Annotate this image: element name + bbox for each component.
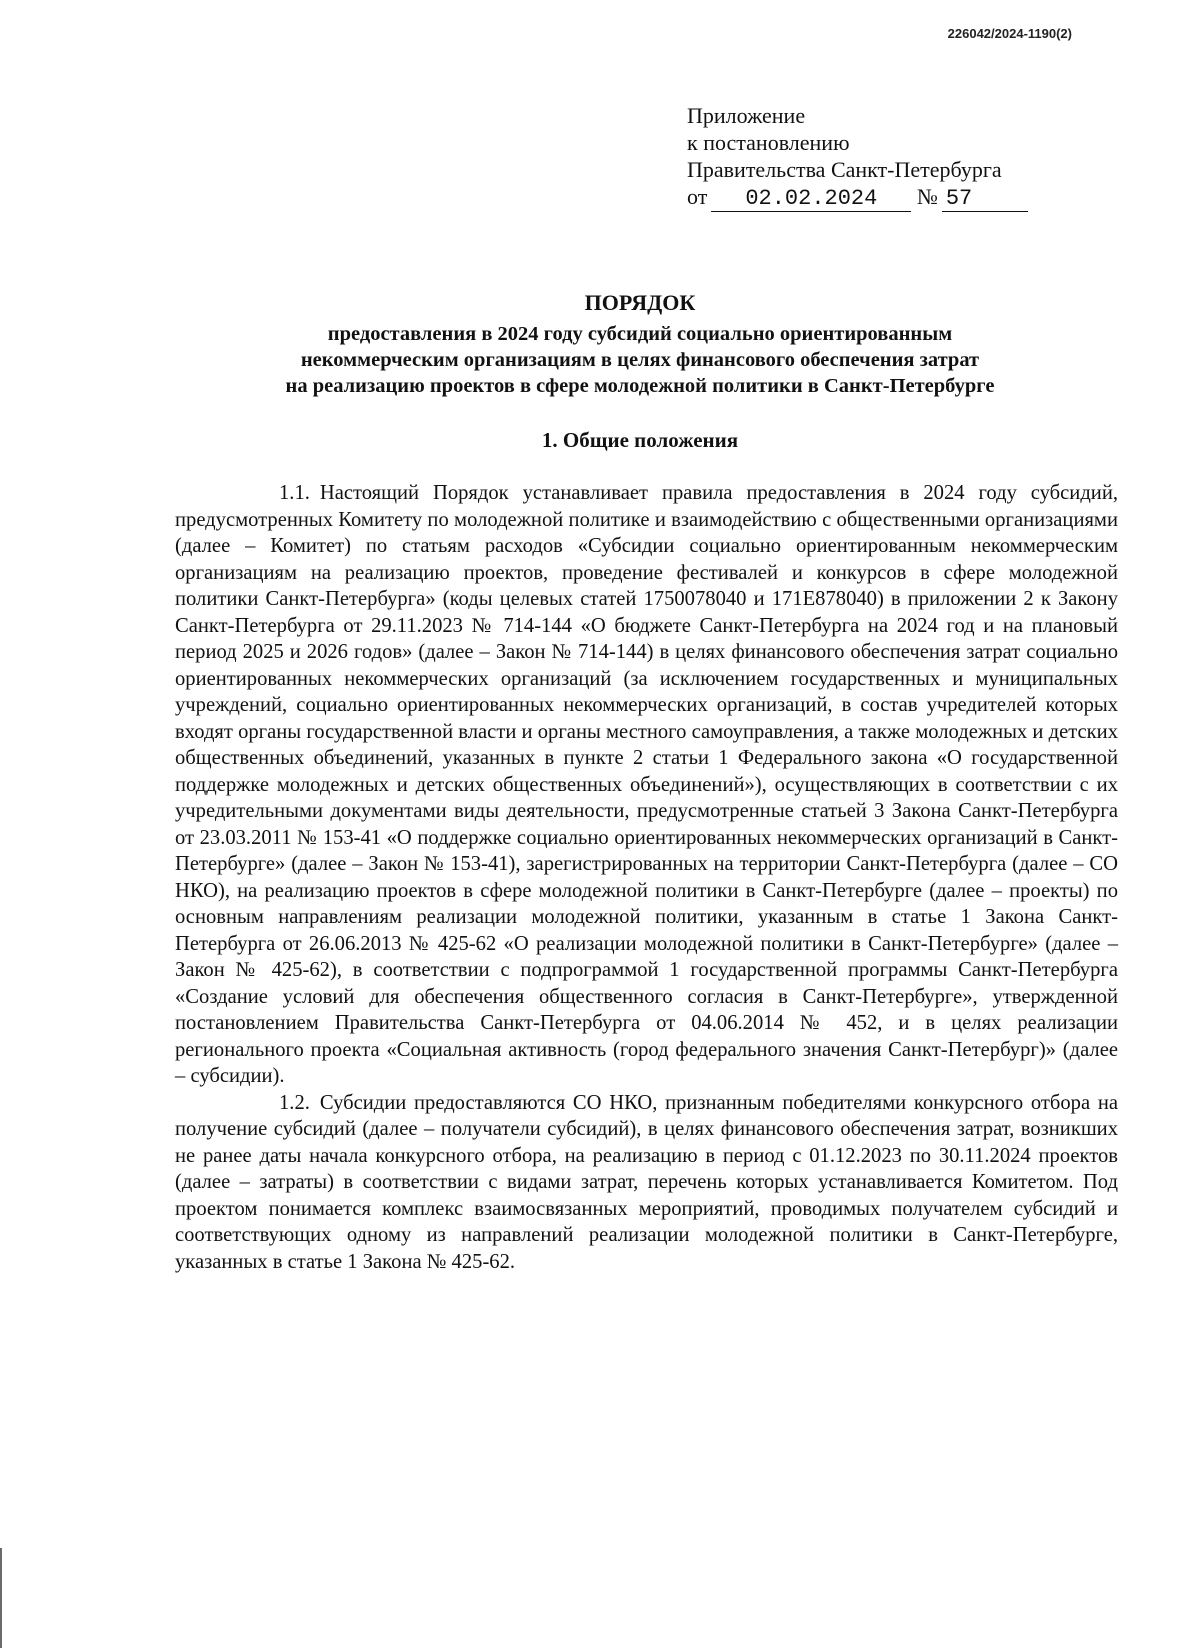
subtitle-line-1: предоставления в 2024 году субсидий социально ориентированным bbox=[327, 323, 953, 345]
section-heading: 1. Общие положения bbox=[541, 428, 739, 452]
paragraph-text: Настоящий Порядок устанавливает правила предоставления в 2024 году субсидий, предусмотренных Комитету по молодежной политике и взаимодействию с общественными организациями (далее – Комитет) по статьям расходов «Субсидии социально ориентированным некоммерческим организациям на реализацию проектов, проведение фестивалей и конкурсов в сфере молодежной политики Санкт-Петербурга» (коды целевых статей 1750078040 и 171Е878040) в приложении 2 к Закону Санкт-Петербурга от 29.11.2023 № 714-144 «О бюджете Санкт-Петербурга на 2024 год и на плановый период 2025 и 2026 годов» (далее – Закон № 714-144) в целях финансового обеспечения затрат социально ориентированных некоммерческих организаций (за исключением государственных и муниципальных учреждений, социально ориентированных некоммерческих организаций, в состав учредителей которых входят органы государственной власти и органы местного самоуправления, а также молодежных и детских общественных объединений, указанных в пункте 2 статьи 1 Федерального закона «О государственной поддержке молодежных и детских общественных объединений»), осуществляющих в соответствии с их учредительными документами виды деятельности, предусмотренные статьей 3 Закона Санкт-Петербурга от 23.03.2011 № 153-41 «О поддержке социально ориентированных некоммерческих организаций в Санкт-Петербурге» (далее – Закон № 153-41), зарегистрированных на территории Санкт-Петербурга (далее – СО НКО), на реализацию проектов в сфере молодежной политики в Санкт-Петербурге (далее – проекты) по основным направлениям реализации молодежной политики, указанным в статье 1 Закона Санкт-Петербурга от 26.06.2013 № 425-62 «О реализации молодежной политики в Санкт-Петербурге» (далее – Закон № 425-62), в соответствии с подпрограммой 1 государственной программы Санкт-Петербурга «Создание условий для обеспечения общественного согласия в Санкт-Петербурге», утвержденной постановлением Правительства Санкт-Петербурга от 04.06.2014 № 452, и в целях реализации регионального проекта «Социальная активность (город федерального значения Санкт-Петербург)» (далее – субсидии). bbox=[175, 482, 1118, 1087]
scan-edge-mark bbox=[0, 1548, 2, 1648]
subtitle-line-2: некоммерческим организациям в целях финансового обеспечения затрат bbox=[300, 349, 980, 371]
from-label: от bbox=[687, 184, 708, 209]
appendix-line-2: к постановлению bbox=[687, 130, 850, 155]
decree-number: 57 bbox=[942, 187, 1028, 212]
number-label: № bbox=[916, 184, 938, 209]
paragraph-number: 1.1. bbox=[279, 482, 310, 504]
document-body bbox=[175, 480, 1118, 1275]
paragraph-1-1 bbox=[175, 480, 1118, 1090]
appendix-line-3: Правительства Санкт-Петербурга bbox=[687, 157, 1002, 182]
document-registration-number: 226042/2024-1190(2) bbox=[947, 26, 1072, 41]
appendix-line-1: Приложение bbox=[687, 103, 806, 128]
paragraph-number: 1.2. bbox=[279, 1091, 310, 1114]
paragraph-1-2 bbox=[175, 1090, 1118, 1276]
appendix-date-line bbox=[687, 183, 1028, 212]
subtitle-line-3: на реализацию проектов в сфере молодежной политики в Санкт-Петербурге bbox=[285, 375, 995, 397]
document-subtitle bbox=[140, 321, 1140, 399]
paragraph-text: Субсидии предоставляются СО НКО, признанным победителями конкурсного отбора на получение субсидий (далее – получатели субсидий), в целях финансового обеспечения затрат, возникших не ранее даты начала конкурсного отбора, на реализацию в период с 01.12.2023 по 30.11.2024 проектов (далее – затраты) в соответствии с видами затрат, перечень которых устанавливается Комитетом. Под проектом понимается комплекс взаимосвязанных мероприятий, проводимых получателем субсидий и соответствующих одному из направлений реализации молодежной политики в Санкт-Петербурге, указанных в статье 1 Закона № 425-62. bbox=[175, 1091, 1118, 1273]
appendix-block bbox=[687, 102, 1028, 212]
document-title: ПОРЯДОК bbox=[584, 290, 696, 315]
decree-date: 02.02.2024 bbox=[711, 187, 911, 212]
